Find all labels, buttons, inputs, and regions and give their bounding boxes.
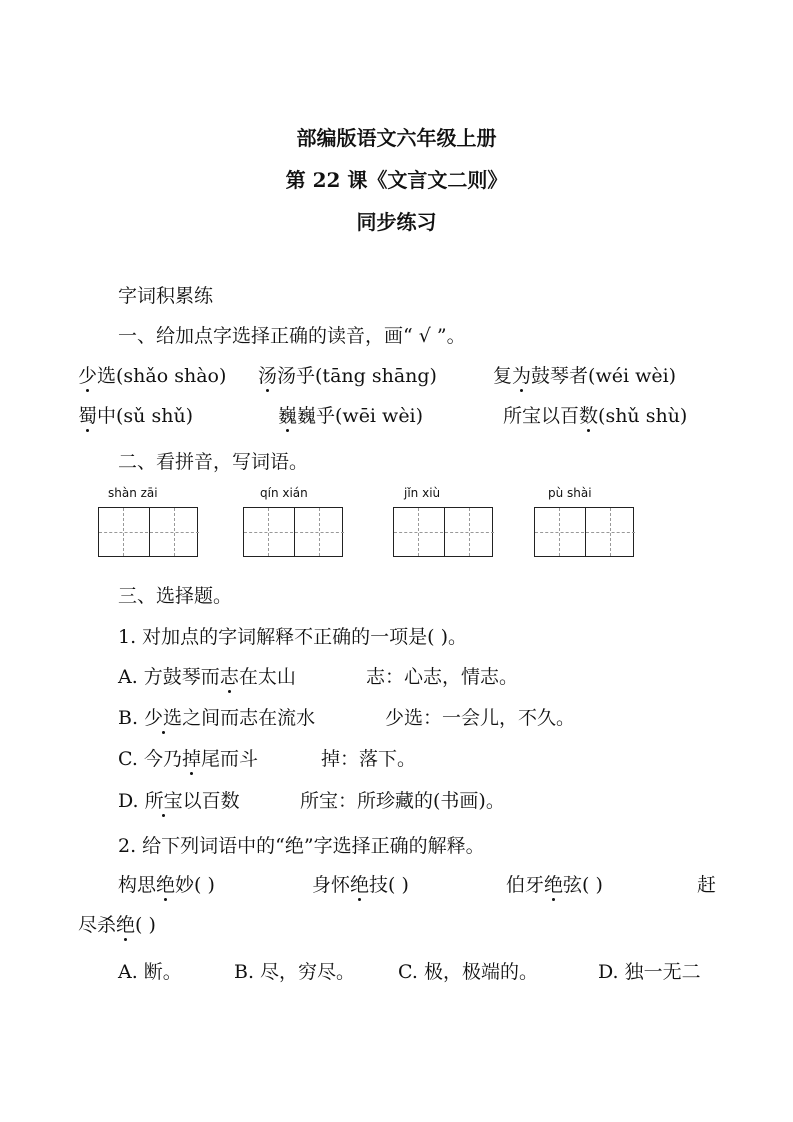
section-label: 字词积累练 [118,285,214,307]
writing-grid[interactable] [98,507,198,557]
option-b: B. 少选之间而志在流水 [118,707,316,729]
q1-item: 复为鼓琴者(wéi wèi) [493,365,677,387]
q1-heading: 一、给加点字选择正确的读音，画“ √ ”。 [118,325,466,347]
option-c-note: 掉：落下。 [321,748,417,770]
word-item-wrap: 尽杀绝( ) [78,914,156,936]
word-item: 伯牙绝弦( ) [506,874,603,896]
writing-grid[interactable] [534,507,634,557]
writing-grid[interactable] [393,507,493,557]
option-b-note: 少选：一会儿，不久。 [385,707,576,729]
q2-heading: 二、看拼音，写词语。 [118,451,309,473]
exercise-title: 同步练习 [356,210,437,234]
choice-d: D. 独一无二 [598,961,701,983]
word-item: 构思绝妙( ) [118,874,215,896]
q1-item: 汤汤乎(tāng shāng) [258,365,437,387]
q1-item: 蜀中(sǔ shǔ) [78,405,194,427]
option-d-note: 所宝：所珍藏的(书画)。 [300,790,505,812]
q1-item: 少选(shǎo shào) [78,365,227,387]
word-item: 身怀绝技( ) [312,874,409,896]
option-a: A. 方鼓琴而志在太山 [118,666,296,688]
choice-c: C. 极，极端的。 [398,961,538,983]
choice-b: B. 尽，穷尽。 [234,961,356,983]
lesson-title: 第 22 课《文言文二则》 [285,168,508,192]
q1-item: 巍巍乎(wēi wèi) [278,405,424,427]
q1-item: 所宝以百数(shǔ shù) [503,405,688,427]
pinyin-label: jǐn xiù [404,486,441,500]
word-item: 赶 [697,874,717,896]
option-c: C. 今乃掉尾而斗 [118,748,258,770]
pinyin-label: shàn zāi [108,486,158,500]
q3-1-question: 1. 对加点的字词解释不正确的一项是( )。 [118,626,468,648]
q3-heading: 三、选择题。 [118,585,233,607]
pinyin-label: pù shài [548,486,592,500]
writing-grid[interactable] [243,507,343,557]
pinyin-label: qín xián [260,486,308,500]
worksheet-title: 部编版语文六年级上册 [296,126,497,150]
choice-a: A. 断。 [118,961,182,983]
q3-2-question: 2. 给下列词语中的“绝”字选择正确的解释。 [118,835,485,857]
option-d: D. 所宝以百数 [118,790,240,812]
option-a-note: 志：心志，情志。 [366,666,519,688]
